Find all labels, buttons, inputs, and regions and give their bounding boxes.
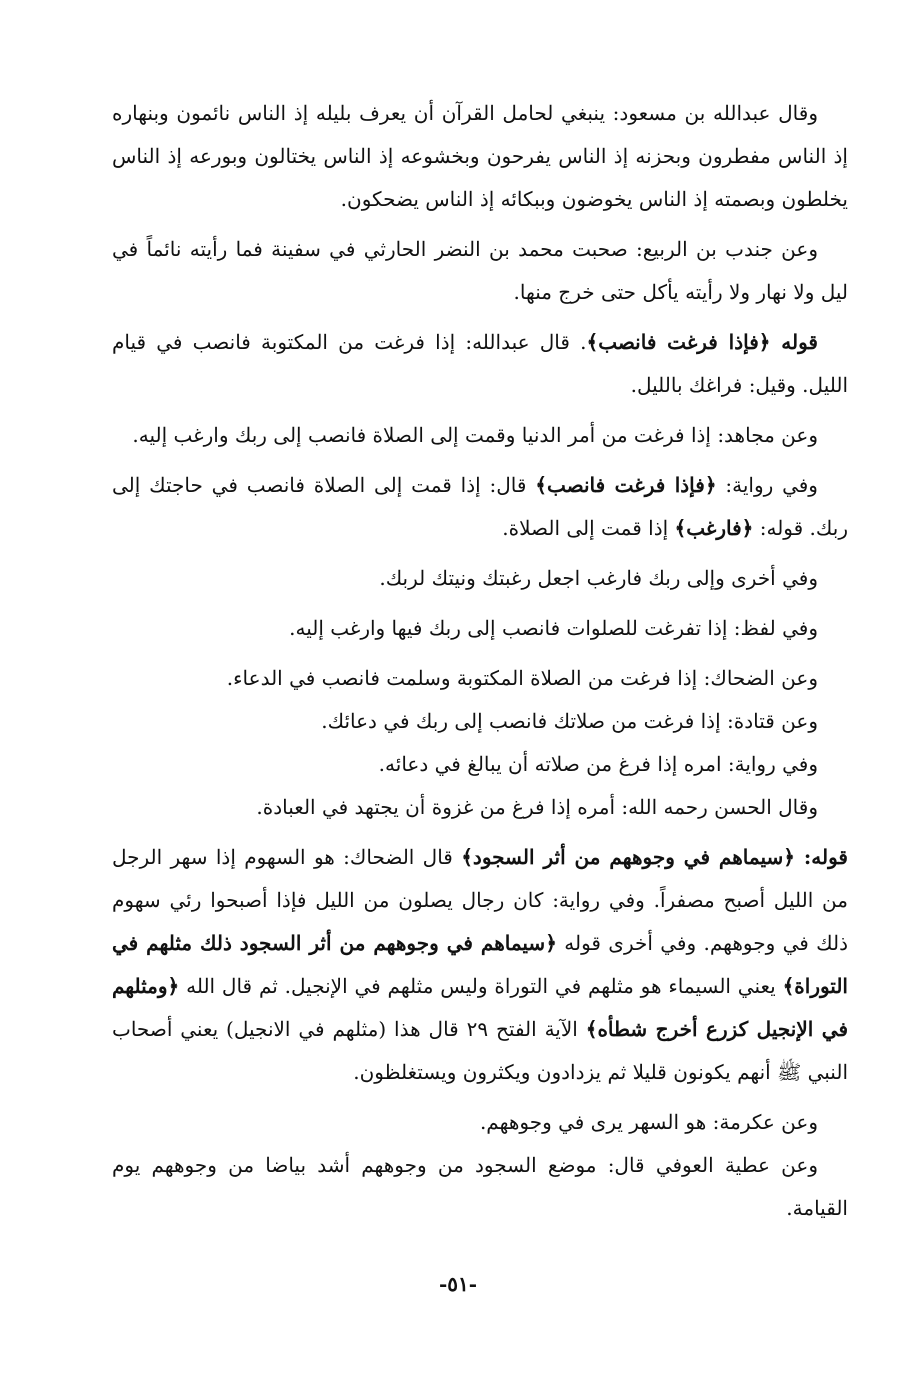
- text-segment: الآية الفتح ٢٩ قال هذا (مثلهم في الانجيل) يعني أصحاب النبي ﷺ أنهم يكونون قليلا ثم يزدادون ويكثرون ويستغلظون.: [112, 1017, 848, 1084]
- text-segment: قال: إذا قمت إلى الصلاة فانصب في حاجتك إلى ربك. قوله:: [112, 473, 848, 540]
- text-segment: وفي لفظ: إذا تفرغت للصلوات فانصب إلى ربك فيها وارغب إليه.: [289, 616, 818, 640]
- paragraph-ikrima: [112, 1101, 848, 1144]
- text-segment: وعن مجاهد: إذا فرغت من أمر الدنيا وقمت إلى الصلاة فانصب إلى ربك وارغب إليه.: [132, 423, 818, 447]
- text-segment: وفي رواية:: [716, 473, 818, 497]
- quran-quote: ﴿سيماهم في وجوههم من أثر السجود ذلك مثلهم في التوراة﴾: [112, 931, 848, 998]
- book-page-text: [112, 92, 848, 1237]
- paragraph-ibn-masud: [112, 92, 848, 221]
- quran-quote: ﴿ومثلهم في الإنجيل كزرع أخرج شطأه﴾: [112, 974, 849, 1041]
- quran-quote: قوله ﴿فإذا فرغت فانصب﴾: [586, 330, 818, 354]
- text-segment: وعن قتادة: إذا فرغت من صلاتك فانصب إلى ربك في دعائك.: [321, 709, 818, 733]
- quran-quote: ﴿فإذا فرغت فانصب﴾: [535, 473, 717, 497]
- paragraph-dahhak: [112, 657, 848, 700]
- page-number: -٥١-: [438, 1272, 478, 1296]
- text-segment: قال الضحاك: هو السهوم إذا سهر الرجل من الليل أصبح مصفراً. وفي رواية: كان رجال يصلون من الليل فإذا أصبحوا رئي سهوم ذلك في وجوههم. وفي أخرى قوله: [112, 845, 848, 955]
- quran-quote: قوله: ﴿سيماهم في وجوههم من أثر السجود﴾: [461, 845, 848, 869]
- paragraph-fa-idha-faraghta: [112, 321, 848, 407]
- text-segment: وعن الضحاك: إذا فرغت من الصلاة المكتوبة وسلمت فانصب في الدعاء.: [226, 666, 818, 690]
- text-segment: يعني السيماء هو مثلهم في التوراة وليس مثلهم في الإنجيل. ثم قال الله: [179, 974, 783, 998]
- paragraph-hasan: [112, 786, 848, 829]
- text-segment: وعن عطية العوفي قال: موضع السجود من وجوههم أشد بياضا من وجوههم يوم القيامة.: [112, 1153, 848, 1220]
- paragraph-lafz: [112, 607, 848, 650]
- paragraph-ukhra: [112, 557, 848, 600]
- paragraph-mujahid: [112, 414, 848, 457]
- text-segment: وقال عبدالله بن مسعود: ينبغي لحامل القرآن أن يعرف بليله إذ الناس نائمون وبنهاره إذ الناس مفطرون وبحزنه إذ الناس يفرحون وبخشوعه إذ الناس يختالون وبورعه إذ الناس يخلطون وبصمته إذ الناس يخوضون وببكائه إذ الناس يضحكون.: [112, 101, 848, 211]
- text-segment: وفي أخرى وإلى ربك فارغب اجعل رغبتك ونيتك لربك.: [379, 566, 818, 590]
- text-segment: وعن جندب بن الربيع: صحبت محمد بن النضر الحارثي في سفينة فما رأيته نائماً في ليل ولا نهار ولا رأيته يأكل حتى خرج منها.: [112, 237, 848, 304]
- text-segment: . قال عبدالله: إذا فرغت من المكتوبة فانصب في قيام الليل. وقيل: فراغك بالليل.: [112, 330, 848, 397]
- paragraph-riwaya-2: [112, 743, 848, 786]
- quran-quote: ﴿فارغب﴾: [674, 516, 754, 540]
- text-segment: وعن عكرمة: هو السهر يرى في وجوههم.: [479, 1110, 818, 1134]
- paragraph-simahum: [112, 836, 848, 1094]
- text-segment: وقال الحسن رحمه الله: أمره إذا فرغ من غزوة أن يجتهد في العبادة.: [256, 795, 818, 819]
- paragraph-atiyya: [112, 1144, 848, 1230]
- paragraph-qatada: [112, 700, 848, 743]
- paragraph-jundab: [112, 228, 848, 314]
- paragraph-riwaya-1: [112, 464, 848, 550]
- text-segment: وفي رواية: امره إذا فرغ من صلاته أن يبالغ في دعائه.: [378, 752, 818, 776]
- text-segment: إذا قمت إلى الصلاة.: [502, 516, 675, 540]
